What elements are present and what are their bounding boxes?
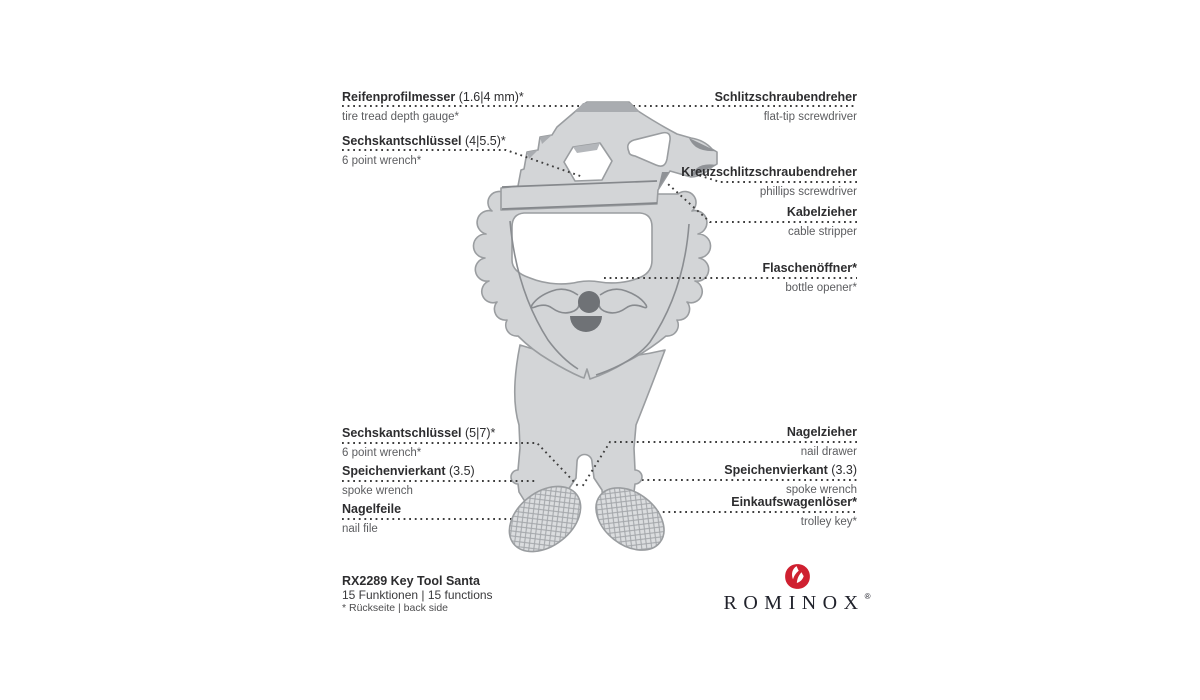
label-en: spoke wrench (342, 485, 413, 497)
label-de: Kreuzschlitzschraubendreher (681, 165, 857, 179)
brand-wordmark: ROMINOX (723, 592, 865, 614)
label-de: Speichenvierkant (724, 463, 828, 477)
feature-label-kreuzschlitzschraubendreher (681, 165, 857, 198)
label-en: bottle opener* (785, 282, 857, 294)
feature-label-reifenprofilmesser (342, 90, 524, 123)
label-de: Nagelzieher (786, 425, 857, 439)
label-value: (5|7)* (465, 426, 496, 440)
product-info (342, 574, 493, 614)
label-en: spoke wrench (786, 484, 857, 496)
product-note: * Rückseite | back side (342, 602, 449, 614)
feature-label-schlitzschraubendreher (715, 90, 857, 123)
label-de: Einkaufswagenlöser* (731, 495, 857, 509)
feature-label-nagelzieher (787, 425, 857, 458)
label-en: phillips screwdriver (759, 186, 857, 198)
label-en: nail file (342, 523, 378, 535)
feature-label-speichenvierkant-33 (724, 463, 857, 496)
tool-beard (473, 191, 710, 379)
label-de: Nagelfeile (342, 502, 402, 516)
feature-label-nagelfeile (342, 502, 401, 535)
label-en: flat-tip screwdriver (763, 111, 857, 123)
label-value: (1.6|4 mm)* (458, 90, 524, 104)
feature-label-flaschenoeffner (763, 261, 857, 294)
label-de: Flaschenöffner* (762, 261, 857, 275)
feature-label-sechskant-4-55 (342, 134, 506, 167)
label-de: Kabelzieher (786, 205, 857, 219)
label-en: nail drawer (800, 446, 857, 458)
label-value: (3.3) (831, 463, 857, 477)
label-de: Sechskantschlüssel (342, 426, 462, 440)
label-value: (4|5.5)* (465, 134, 506, 148)
feature-label-kabelzieher (787, 205, 857, 238)
santa-nose (578, 291, 600, 313)
label-de: Reifenprofilmesser (342, 90, 456, 104)
registered-mark: ® (864, 592, 871, 601)
label-en: cable stripper (787, 226, 857, 238)
product-title: RX2289 Key Tool Santa (342, 574, 481, 588)
label-en: trolley key* (800, 516, 857, 528)
label-en: 6 point wrench* (342, 155, 422, 167)
label-en: 6 point wrench* (342, 447, 422, 459)
feature-label-speichenvierkant-35 (342, 464, 475, 497)
label-value: (3.5) (449, 464, 475, 478)
brand-mark-icon (784, 563, 811, 590)
label-de: Speichenvierkant (342, 464, 446, 478)
product-functions: 15 Funktionen | 15 functions (342, 588, 493, 602)
label-en: tire tread depth gauge* (342, 111, 460, 123)
feature-label-einkaufswagenloeser (731, 495, 857, 528)
label-de: Schlitzschraubendreher (714, 90, 857, 104)
brand-logo (722, 563, 872, 615)
label-de: Sechskantschlüssel (342, 134, 462, 148)
feature-label-sechskant-5-7 (342, 426, 495, 459)
